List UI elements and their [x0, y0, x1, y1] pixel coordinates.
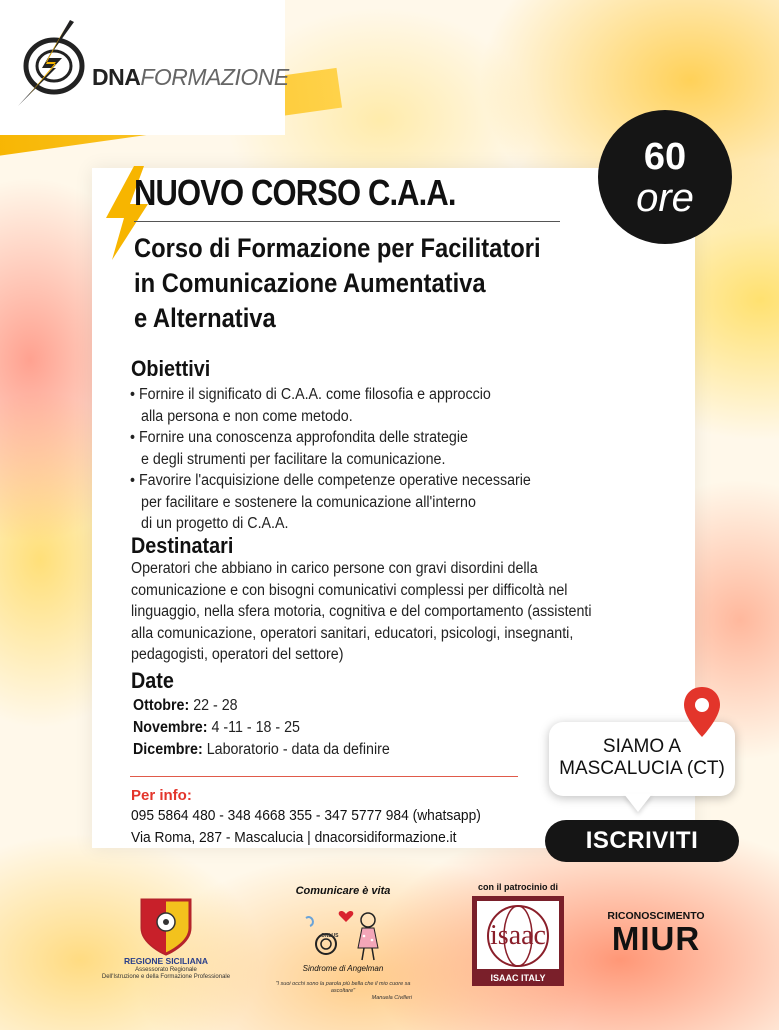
isaac-italy-logo [468, 882, 568, 1000]
angelman-onlus-logo [268, 882, 418, 1002]
date-days: 4 -11 - 18 - 25 [207, 719, 300, 736]
objectives-heading: Obiettivi [131, 356, 211, 381]
objectives-list [130, 384, 531, 535]
date-days: 22 - 28 [189, 697, 238, 714]
dna-formazione-logo[interactable] [12, 18, 289, 108]
bubble-tail [624, 794, 652, 812]
brand-name: DNAFORMAZIONE [92, 64, 289, 90]
subtitle-line: e Alternativa [134, 303, 276, 333]
subtitle-line: Corso di Formazione per Facilitatori [134, 233, 541, 263]
info-label: Per info: [131, 787, 192, 804]
location-line1: SIAMO A [602, 736, 682, 757]
date-item [133, 695, 390, 717]
onlus-tagline: Comunicare è vita [295, 885, 391, 897]
miur-name: MIUR [611, 920, 701, 957]
date-item [133, 717, 390, 739]
region-dept-line: Assessorato Regionale [135, 967, 197, 973]
dna-lightning-icon [12, 18, 92, 108]
logo-panel [0, 0, 289, 135]
onlus-quote-author: Manuela Civilleri [371, 995, 412, 1001]
isaac-label: ISAAC ITALY [490, 973, 546, 983]
audience-line: comunicazione e con bisogni comunicativi complessi per difficoltà nel [131, 581, 568, 599]
objective-line: di un progetto di C.A.A. [141, 515, 289, 532]
miur-caption: RICONOSCIMENTO [607, 910, 705, 922]
objective-line: • Favorire l'acquisizione delle competenze operative necessarie [130, 472, 531, 489]
objective-line: alla persona e non come metodo. [141, 407, 353, 425]
objective-line: per facilitare e sostenere la comunicazione all'interno [141, 493, 476, 511]
subtitle-line: in Comunicazione Aumentativa [134, 268, 486, 298]
address-website[interactable]: Via Roma, 287 - Mascalucia | dnacorsidiformazione.it [131, 829, 457, 846]
onlus-badge: ONLUS [321, 933, 339, 939]
location-line2: MASCALUCIA (CT) [559, 758, 725, 779]
regione-siciliana-logo [96, 898, 236, 988]
course-subtitle [134, 231, 592, 336]
onlus-name: Sindrome di Angelman [302, 964, 384, 973]
date-month: Novembre: [133, 719, 208, 736]
patronage-caption: con il patrocinio di [477, 882, 558, 892]
objective-line: e degli strumenti per facilitare la comunicazione. [141, 450, 446, 468]
objective-line: • Fornire il significato di C.A.A. come filosofia e approccio [130, 386, 491, 403]
audience-line: Operatori che abbiano in carico persone con gravi disordini della [131, 560, 538, 577]
audience-line: pedagogisti, operatori del settore) [131, 646, 344, 663]
objective-line: • Fornire una conoscenza approfondita delle strategie [130, 429, 468, 446]
contact-info [131, 805, 481, 849]
miur-recognition [596, 910, 716, 956]
audience-heading: Destinatari [131, 533, 234, 558]
hours-number: 60 [643, 136, 687, 178]
region-dept [96, 967, 236, 981]
enroll-button[interactable]: ISCRIVITI [545, 820, 739, 862]
sicily-crest-icon [140, 898, 192, 956]
audience-text [131, 558, 592, 666]
date-days: Laboratorio - data da definire [202, 741, 390, 758]
isaac-word: isaac [490, 920, 546, 951]
hours-unit: ore [636, 176, 694, 220]
dates-list [133, 695, 390, 761]
date-month: Ottobre: [133, 697, 190, 714]
region-dept-line: Dell'Istruzione e della Formazione Professionale [101, 974, 231, 980]
date-month: Dicembre: [133, 741, 203, 758]
contact-divider [130, 776, 518, 777]
date-item [133, 739, 390, 761]
course-title: NUOVO CORSO C.A.A. [134, 172, 456, 213]
hours-badge [598, 110, 732, 244]
onlus-quote-text: "I suoi occhi sono la parola più bella che il mio cuore sa ascoltare" [275, 981, 411, 994]
audience-line: alla comunicazione, operatori sanitari, educatori, psicologi, insegnanti, [131, 624, 574, 642]
map-pin-icon [683, 686, 721, 738]
title-divider [134, 221, 560, 222]
dates-heading: Date [131, 668, 174, 693]
audience-line: linguaggio, nella sfera motoria, cognitiva e del comportamento (assistenti [131, 603, 592, 620]
isaac-badge [472, 896, 564, 986]
region-name: REGIONE SICILIANA [123, 956, 209, 966]
phone-numbers[interactable]: 095 5864 480 - 348 4668 355 - 347 5777 984 (whatsapp) [131, 807, 481, 824]
onlus-quote [268, 981, 418, 1002]
children-illustration-icon [286, 904, 400, 964]
